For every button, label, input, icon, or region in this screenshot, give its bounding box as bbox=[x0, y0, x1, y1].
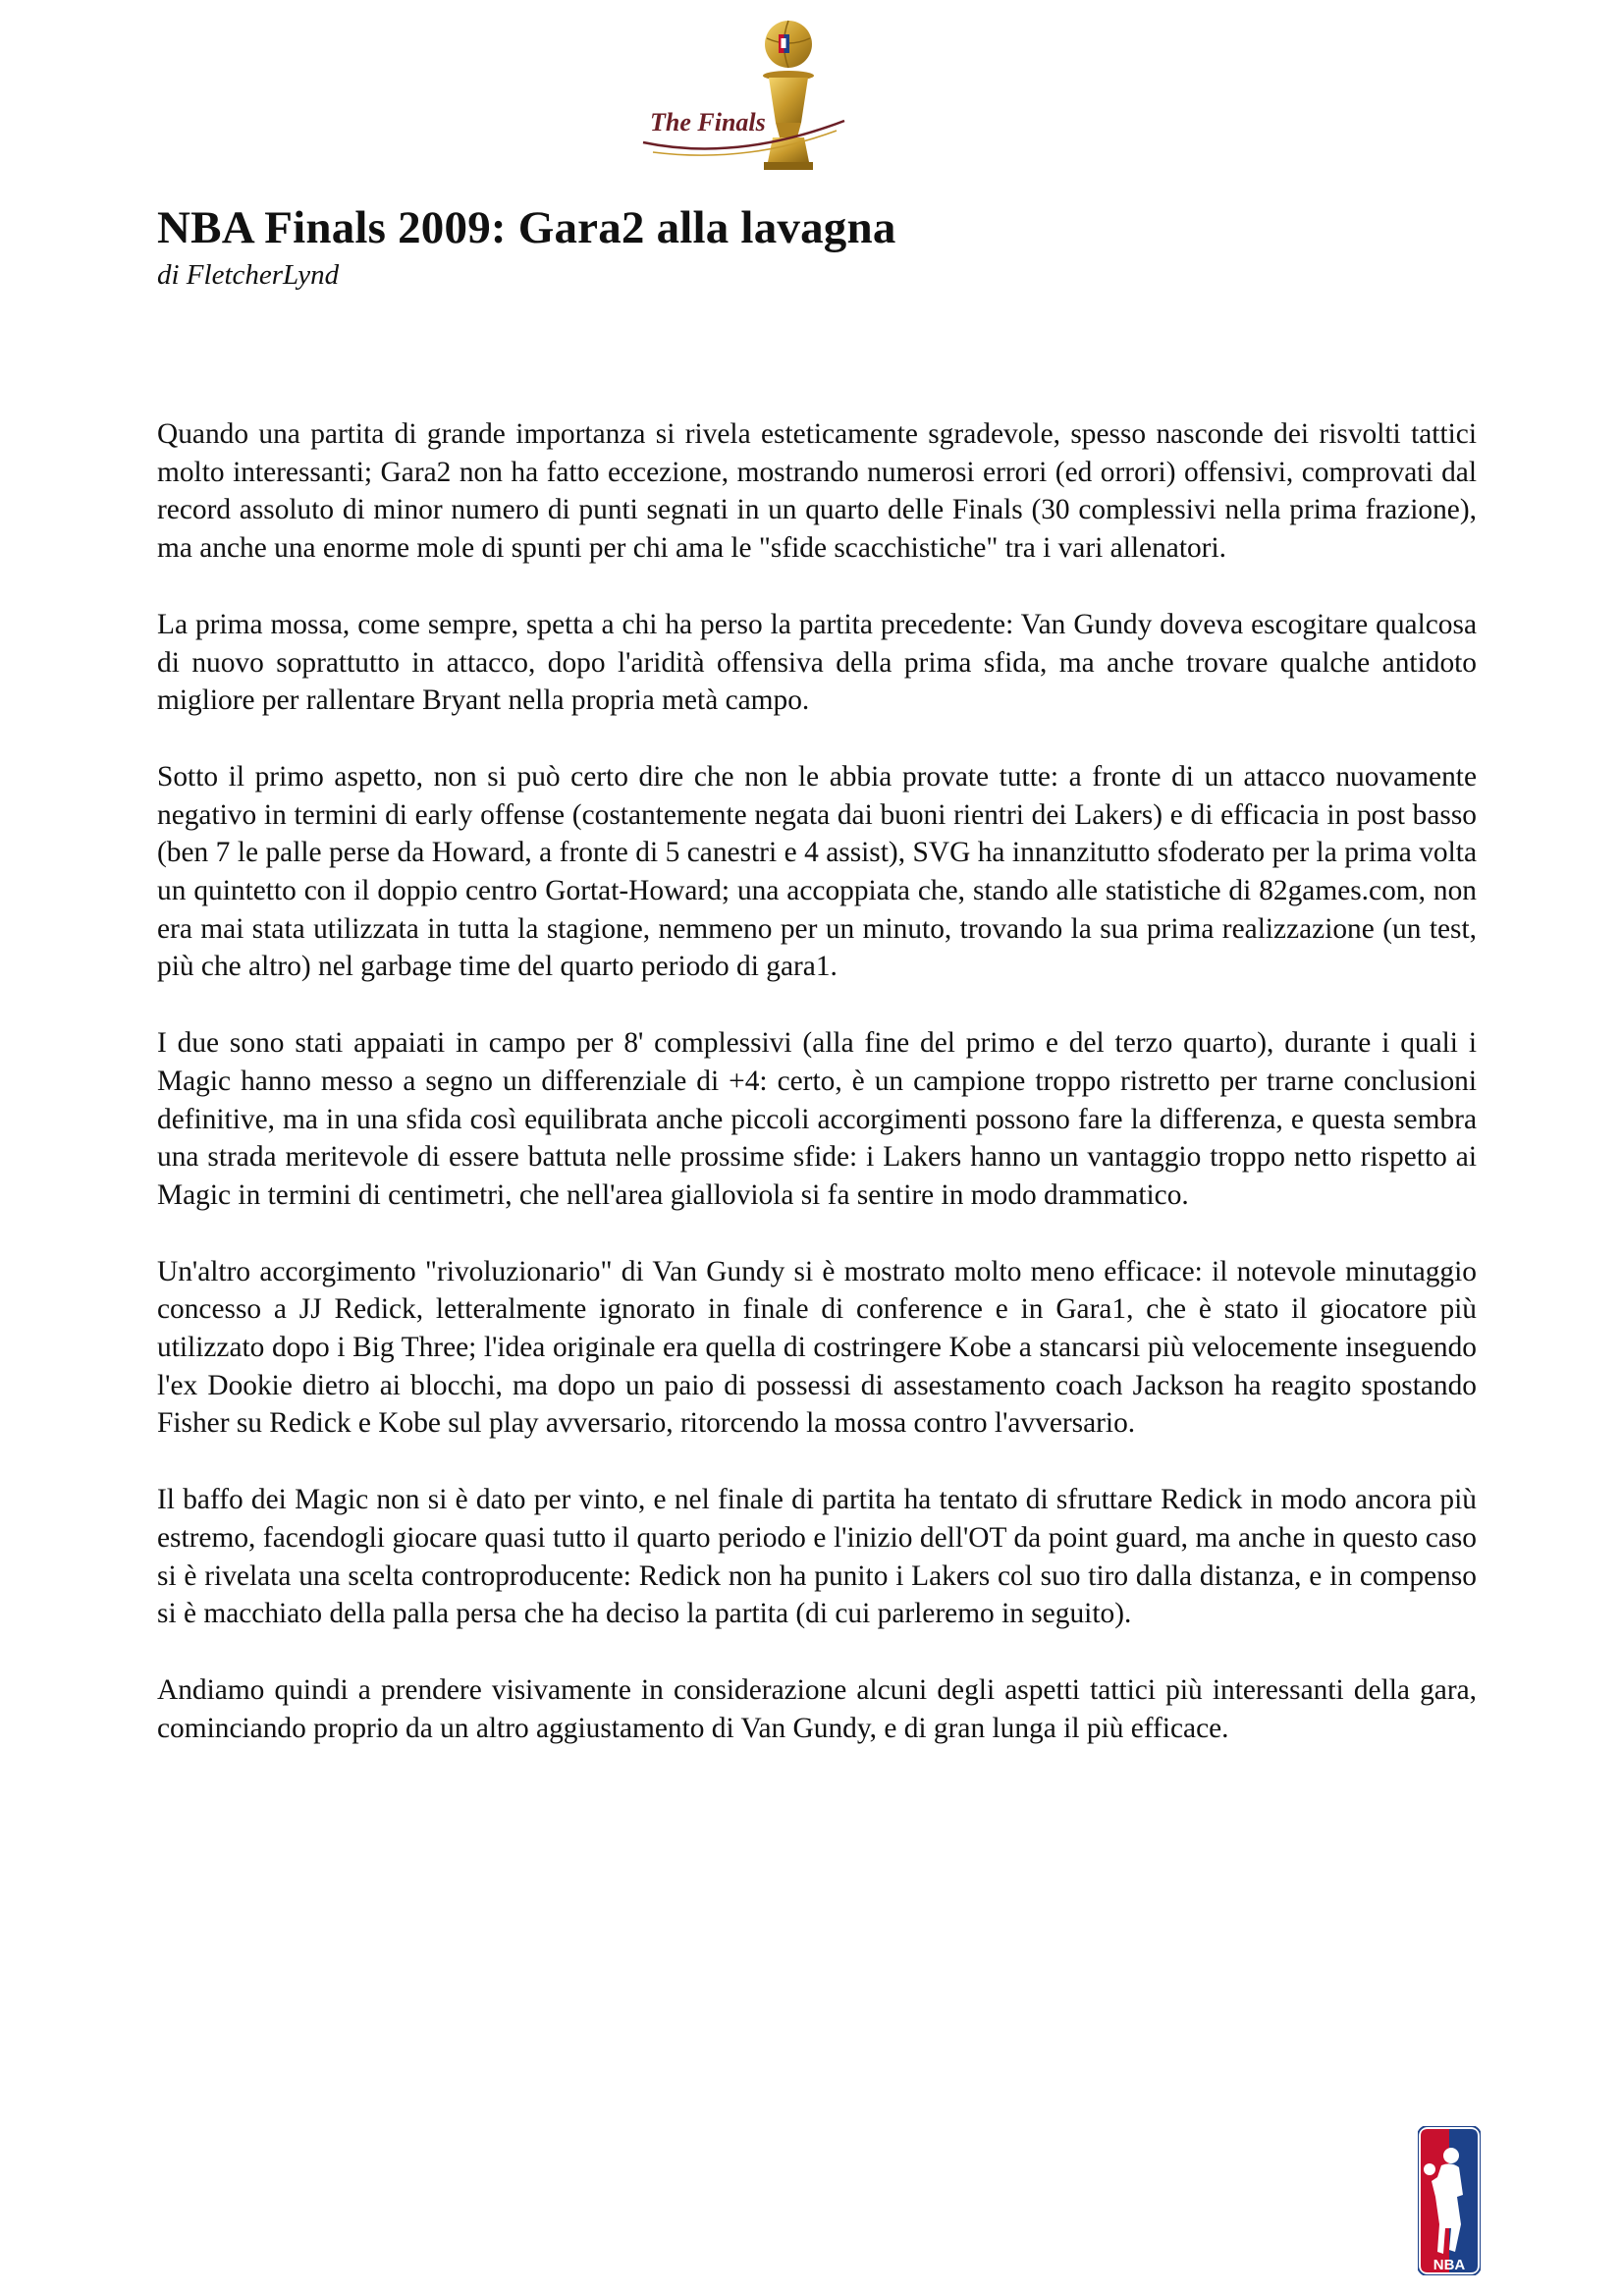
nba-logo-icon bbox=[1418, 2126, 1481, 2275]
nba-logo bbox=[1418, 2126, 1481, 2275]
article-paragraph: Andiamo quindi a prendere visivamente in considerazione alcuni degli aspetti tattici più interessanti della gara, cominciando proprio da un altro aggiustamento di Van Gundy, e di gran lunga il più efficace. bbox=[157, 1673, 1477, 1744]
article-paragraph: Sotto il primo aspetto, non si può certo dire che non le abbia provate tutte: a fronte di un attacco nuovamente negativo in termini di early offense (costantemente negata dai buoni rientri dei Lakers) e di efficacia in post basso (ben 7 le palle perse da Howard, a fronte di 5 canestri e 4 assist), SVG ha innanzitutto sfoderato per la prima volta un quintetto con il doppio centro Gortat-Howard; una accoppiata che, stando alle statistiche di 82games.com, non era mai stata utilizzata in tutta la stagione, nemmeno per un minuto, trovando la sua prima realizzazione (un test, più che altro) nel garbage time del quarto periodo di gara1. bbox=[157, 760, 1477, 983]
svg-text:The Finals: The Finals bbox=[650, 108, 766, 137]
article-paragraph: Un'altro accorgimento "rivoluzionario" di Van Gundy si è mostrato molto meno efficace: il notevole minutaggio concesso a JJ Redick, letteralmente ignorato in finale di conference e in Gara1, che è stato il giocatore più utilizzato dopo i Big Three; l'idea originale era quella di costringere Kobe a stancarsi più velocemente inseguendo l'ex Dookie dietro ai blocchi, ma dopo un paio di possessi di assestamento coach Jackson ha reagito spostando Fisher su Redick e Kobe sul play avversario, ritorcendo la mossa contro l'avversario. bbox=[157, 1255, 1477, 1440]
title-block bbox=[157, 200, 1473, 293]
document-author: di FletcherLynd bbox=[157, 259, 340, 291]
article-paragraph: Il baffo dei Magic non si è dato per vinto, e nel finale di partita ha tentato di sfruttare Redick in modo ancora più estremo, facendogli giocare quasi tutto il quarto periodo e l'inizio dell'OT da point guard, ma anche in questo caso si è rivelata una scelta controproducente: Redick non ha punito i Lakers col suo tiro dalla distanza, e in compenso si è macchiato della palla persa che ha deciso la partita (di cui parleremo in seguito). bbox=[157, 1484, 1477, 1630]
the-finals-logo bbox=[628, 15, 864, 177]
article-paragraph: I due sono stati appaiati in campo per 8' complessivi (alla fine del primo e del terzo quarto), durante i quali i Magic hanno messo a segno un differenziale di +4: certo, è un campione troppo ristretto per trarne conclusioni definitive, ma in una sfida così equilibrata anche piccoli accorgimenti possono fare la differenza, e questa sembra una strada meritevole di essere battuta nelle prossime sfide: i Lakers hanno un vantaggio troppo netto rispetto ai Magic in termini di centimetri, che nell'area gialloviola si fa sentire in modo drammatico. bbox=[157, 1027, 1477, 1211]
document-title: NBA Finals 2009: Gara2 alla lavagna bbox=[157, 202, 896, 253]
article-paragraph: Quando una partita di grande importanza si rivela esteticamente sgradevole, spesso nasconde dei risvolti tattici molto interessanti; Gara2 non ha fatto eccezione, mostrando numerosi errori (ed orrori) offensivi, comprovati dal record assoluto di minor numero di punti segnati in un quarto delle Finals (30 complessivi nella prima frazione), ma anche una enorme mole di spunti per chi ama le "sfide scacchistiche" tra i vari allenatori. bbox=[157, 418, 1477, 565]
the-finals-trophy-icon bbox=[628, 15, 864, 177]
article-body bbox=[157, 415, 1477, 1785]
svg-text:NBA: NBA bbox=[1433, 2257, 1466, 2273]
article-paragraph: La prima mossa, come sempre, spetta a chi ha perso la partita precedente: Van Gundy doveva escogitare qualcosa di nuovo soprattutto in attacco, dopo l'aridità offensiva della prima sfida, ma anche trovare qualche antidoto migliore per rallentare Bryant nella propria metà campo. bbox=[157, 608, 1477, 717]
